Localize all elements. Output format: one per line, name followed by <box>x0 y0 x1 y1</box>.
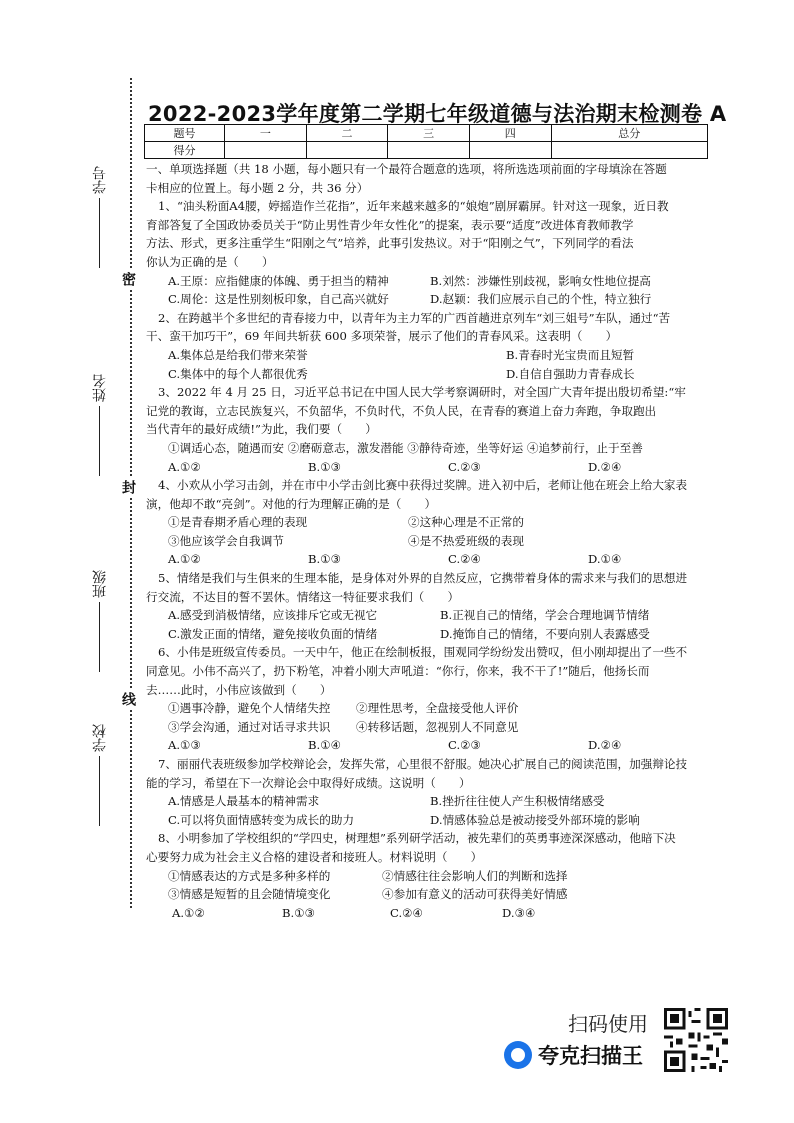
question-7-options <box>146 792 706 811</box>
question-2-options <box>146 365 706 384</box>
option-c[interactable]: C.②③ <box>448 738 481 753</box>
option-b[interactable]: B.①③ <box>282 905 315 920</box>
option-b[interactable]: B.挫折往往使人产生积极情绪感受 <box>430 794 605 809</box>
question-7-options <box>146 811 706 830</box>
option-a[interactable]: A.情感是人最基本的精神需求 <box>168 794 320 809</box>
field-class: 班级 <box>90 570 110 672</box>
question-2-text: 2、在跨越半个多世纪的青春接力中，以青年为主力军的广西首趟进京列车“刘三姐号”车队，通过“苦 <box>158 310 671 325</box>
score-input-cell[interactable] <box>469 142 551 159</box>
option-b[interactable]: B.刘然：涉嫌性别歧视，影响女性地位提高 <box>430 273 651 288</box>
option-d[interactable]: D.③④ <box>502 905 536 920</box>
question-4-text: 4、小欢从小学习击剑，并在市中小学击剑比赛中获得过奖牌。进入初中后，老师让他在班会上给大家表 <box>158 478 688 493</box>
option-d[interactable]: D.赵颖：我们应展示自己的个性，特立独行 <box>430 292 652 307</box>
statement: ②理性思考，全盘接受他人评价 <box>356 701 519 716</box>
question-3-statements: ①调适心态，随遇而安 ②磨砺意志，激发潜能 ③静待奇迹，坐等好运 ④追梦前行，止于至善 <box>168 440 643 455</box>
field-name: 姓名 <box>90 374 110 476</box>
scan-label: 扫码使用 <box>568 1012 648 1036</box>
question-8-statements <box>146 867 706 886</box>
option-c[interactable]: C.②④ <box>448 552 481 567</box>
option-a[interactable]: A.①② <box>168 459 201 474</box>
question-3-options <box>146 458 706 477</box>
question-5-options <box>146 625 706 644</box>
option-c[interactable]: C.集体中的每个人都很优秀 <box>168 366 308 381</box>
option-a[interactable]: A.感受到消极情绪，应该排斥它或无视它 <box>168 608 378 623</box>
question-5-text: 行交流，不达目的誓不罢休。情绪这一特征要求我们（ ） <box>146 589 460 604</box>
score-cell: 得分 <box>145 142 225 159</box>
question-7-text: 7、丽丽代表班级参加学校辩论会，发挥失常，心里很不舒服。她决心扩展自己的阅读范围，加强辩论技 <box>158 757 688 771</box>
option-a[interactable]: A.①③ <box>168 738 201 753</box>
seal-char-feng: 封 <box>120 480 136 494</box>
question-3-text: 3、2022 年 4 月 25 日，习近平总书记在中国人民大学考察调研时，对全国广大青年提出殷切希望:“牢 <box>158 385 686 400</box>
score-input-cell[interactable] <box>225 142 307 159</box>
score-table-header-row <box>145 125 708 142</box>
score-table <box>144 124 708 159</box>
seal-char-xian: 线 <box>120 692 136 706</box>
question-8-text: 8、小明参加了学校组织的“学四史，树理想”系列研学活动，被先辈们的英勇事迹深深感动，他暗下决 <box>158 831 676 846</box>
option-d[interactable]: D.自信自强助力青春成长 <box>506 366 635 381</box>
question-1-text: 1、“油头粉面A4腰，婷摇造作兰花指”，近年来越来越多的“娘炮”剧屏霸屏。针对这一现象，近日教 <box>158 199 669 214</box>
question-1-text: 育部答复了全国政协委员关于“防止男性青少年女性化”的提案，表示要“适度”改进体育教师教学 <box>146 217 634 232</box>
question-1-text: 方法、形式，更多注重学生“阳刚之气”培养，此事引发热议。对于“阳刚之气”，下列同学的看法 <box>146 236 634 251</box>
question-4-statements <box>146 532 706 551</box>
question-4-text: 演，他却不敢“亮剑”。对他的行为理解正确的是（ ） <box>146 496 437 511</box>
option-b[interactable]: B.①④ <box>308 738 341 753</box>
option-c[interactable]: C.②④ <box>390 905 423 920</box>
score-input-cell[interactable] <box>551 142 708 159</box>
question-2-options <box>146 346 706 365</box>
option-a[interactable]: A.①② <box>168 552 201 567</box>
question-6-text: 6、小伟是班级宣传委员。一天中午，他正在绘制板报，围观同学纷纷发出赞叹，但小刚却提出了一些不 <box>158 645 688 660</box>
score-cell: 二 <box>306 125 388 142</box>
statement: ④是不热爱班级的表现 <box>408 533 524 548</box>
option-b[interactable]: B.①③ <box>308 459 341 474</box>
question-1-text: 你认为正确的是（ ） <box>146 254 274 269</box>
option-d[interactable]: D.掩饰自己的情绪，不要向别人表露感受 <box>440 626 650 641</box>
question-5-options <box>146 606 706 625</box>
score-cell: 题号 <box>145 125 225 142</box>
option-b[interactable]: B.正视自己的情绪，学会合理地调节情绪 <box>440 608 650 623</box>
option-a[interactable]: A.①② <box>172 905 205 920</box>
question-1-options <box>146 272 706 291</box>
scanner-brand <box>504 1040 643 1070</box>
score-input-cell[interactable] <box>306 142 388 159</box>
statement: ③学会沟通，通过对话寻求共识 <box>168 719 331 734</box>
option-a[interactable]: A.王原：应指健康的体魄、勇于担当的精神 <box>168 273 389 288</box>
question-6-text: 去……此时，小伟应该做到（ ） <box>146 682 332 697</box>
option-c[interactable]: C.周伦：这是性别刻板印象，自己高兴就好 <box>168 292 389 307</box>
score-cell: 三 <box>388 125 470 142</box>
statement: ③情感是短暂的且会随情境变化 <box>168 887 331 902</box>
option-c[interactable]: C.激发正面的情绪，避免接收负面的情绪 <box>168 626 378 641</box>
score-input-cell[interactable] <box>388 142 470 159</box>
option-d[interactable]: D.②④ <box>588 459 622 474</box>
statement: ②情感往往会影响人们的判断和选择 <box>382 868 568 883</box>
exam-title: 2022-2023学年度第二学期七年级道德与法治期末检测卷 A <box>148 102 727 126</box>
section-header: 卡相应的位置上。每小题 2 分，共 36 分） <box>146 180 369 195</box>
statement: ②这种心理是不正常的 <box>408 515 524 530</box>
brand-name: 夸克扫描王 <box>538 1044 643 1068</box>
question-3-text: 当代青年的最好成绩!”为此，我们要（ ） <box>146 422 377 437</box>
question-3-text: 记党的教诲，立志民族复兴，不负韶华，不负时代，不负人民，在青春的赛道上奋力奔跑，争取跑出 <box>146 403 657 418</box>
field-school: 学校 <box>90 724 110 826</box>
question-2-text: 干、蛮干加巧干”，69 年间共斩获 600 多项荣誉，展示了他们的青春风采。这表明（ ） <box>146 329 618 344</box>
question-8-options <box>146 904 706 923</box>
option-d[interactable]: D.情感体验总是被动接受外部环境的影响 <box>430 812 640 827</box>
question-4-statements <box>146 513 706 532</box>
statement: ①是青春期矛盾心理的表现 <box>168 515 308 530</box>
option-b[interactable]: B.①③ <box>308 552 341 567</box>
question-6-statements <box>146 718 706 737</box>
question-8-text: 心要努力成为社会主义合格的建设者和接班人。材料说明（ ） <box>146 849 483 864</box>
question-6-options <box>146 736 706 755</box>
section-header: 一、单项选择题（共 18 小题，每小题只有一个最符合题意的选项，将所选选项前面的字母填涂在答题 <box>146 162 667 176</box>
score-table-score-row <box>145 142 708 159</box>
seal-char-mi: 密 <box>120 272 136 286</box>
score-cell: 总分 <box>551 125 708 142</box>
field-student-id: 学号 <box>90 166 110 268</box>
score-cell: 四 <box>469 125 551 142</box>
score-cell: 一 <box>225 125 307 142</box>
question-content <box>146 160 706 922</box>
question-4-options <box>146 550 706 569</box>
question-8-statements <box>146 885 706 904</box>
qr-code-icon[interactable] <box>664 1008 728 1072</box>
quark-logo-icon <box>504 1041 532 1069</box>
option-c[interactable]: C.可以将负面情感转变为成长的助力 <box>168 812 355 827</box>
question-7-text: 能的学习，希望在下一次辩论会中取得好成绩。这说明（ ） <box>146 775 471 790</box>
option-a[interactable]: A.集体总是给我们带来荣誉 <box>168 347 308 362</box>
option-d[interactable]: D.②④ <box>588 738 622 753</box>
statement: ③他应该学会自我调节 <box>168 533 284 548</box>
question-1-options <box>146 290 706 309</box>
option-d[interactable]: D.①④ <box>588 552 622 567</box>
statement: ①遇事冷静，避免个人情绪失控 <box>168 701 331 716</box>
statement: ④参加有意义的活动可获得美好情感 <box>382 887 568 902</box>
option-b[interactable]: B.青春时光宝贵而且短暂 <box>506 347 635 362</box>
statement: ①情感表达的方式是多种多样的 <box>168 868 331 883</box>
option-c[interactable]: C.②③ <box>448 459 481 474</box>
question-6-statements <box>146 699 706 718</box>
question-5-text: 5、情绪是我们与生俱来的生理本能，是身体对外界的自然反应，它携带着身体的需求来与我们的思想进 <box>158 571 688 586</box>
statement: ④转移话题，忽视别人不同意见 <box>356 719 519 734</box>
question-6-text: 同意见。小伟不高兴了，扔下粉笔，冲着小刚大声吼道：“你行，你来，我不干了!”随后，他扬长而 <box>146 664 650 679</box>
